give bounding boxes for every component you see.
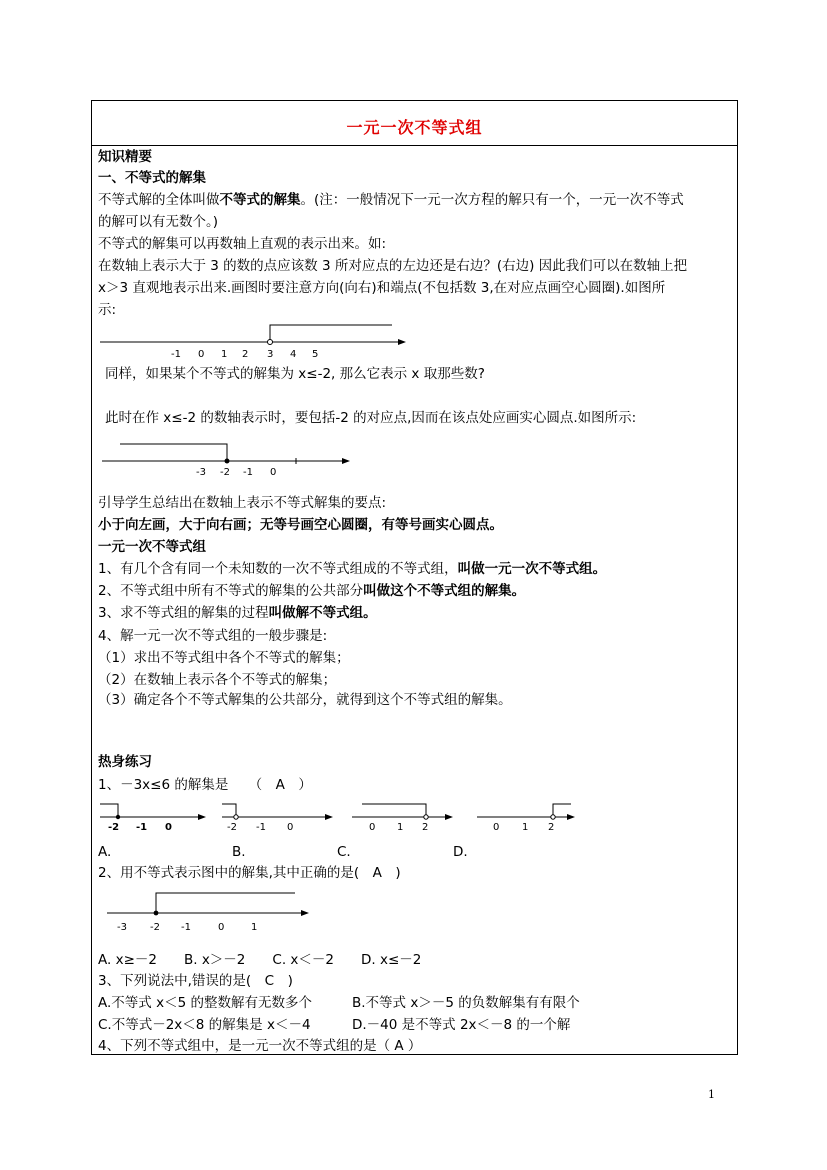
tick-label: 2	[422, 822, 429, 833]
tick-label: 1	[522, 822, 529, 833]
option-label-d: D.	[453, 844, 468, 860]
tick-label: 1	[397, 822, 404, 833]
page-title: 一元一次不等式组	[346, 118, 483, 137]
question-3-option-d: D.－40 是不等式 2x＜－8 的一个解	[352, 1017, 571, 1033]
section-heading: 热身练习	[98, 754, 152, 770]
option-label-c: C.	[337, 844, 351, 860]
tick-label: 0	[165, 822, 172, 833]
subsection-heading: 一、不等式的解集	[98, 170, 206, 186]
tick-label: -1	[171, 349, 181, 360]
text-line: （2）在数轴上表示各个不等式的解集；	[98, 672, 337, 688]
tick-label: 0	[270, 467, 277, 478]
question-3: 3、下列说法中,错误的是( C )	[98, 973, 293, 989]
text-line: 的解可以有无数个。)	[98, 214, 219, 230]
text-line: 同样，如果某个不等式的解集为 x≤-2, 那么它表示 x 取那些数?	[105, 366, 485, 382]
title-row	[92, 101, 737, 146]
text-line: x＞3 直观地表示出来.画图时要注意方向(向右)和端点(不包括数 3,在对应点画空心圆圈).如图所	[98, 280, 666, 296]
q1-option-b-line	[220, 800, 340, 838]
tick-label: -2	[150, 922, 160, 933]
text-line: 小于向左画，大于向右画；无等号画空心圆圈，有等号画实心圆点。	[98, 517, 503, 533]
tick-label: 2	[548, 822, 555, 833]
text-line: 2、不等式组中所有不等式的解集的公共部分叫做这个不等式组的解集。	[98, 583, 526, 599]
question-2: 2、用不等式表示图中的解集,其中正确的是( A )	[98, 865, 401, 881]
text-line: 不等式解的全体叫做不等式的解集。(注：一般情况下一元一次方程的解只有一个，一元一次不等式	[98, 192, 684, 208]
q1-option-d-line	[475, 800, 585, 838]
option-label-a: A.	[98, 844, 112, 860]
question-4: 4、下列不等式组中，是一元一次不等式组的是（ A ）	[98, 1038, 422, 1054]
tick-label: 0	[493, 822, 500, 833]
text-line: 此时在作 x≤-2 的数轴表示时，要包括-2 的对应点,因而在该点处应画实心圆点.如图所示:	[105, 410, 637, 426]
tick-label: -1	[256, 822, 266, 833]
section-heading: 知识精要	[98, 149, 152, 165]
question-3-option-b: B.不等式 x＞－5 的负数解集有有限个	[352, 995, 580, 1011]
question-2-options: A. x≥－2 B. x＞－2 C. x＜－2 D. x≤－2	[98, 952, 422, 968]
tick-label: 2	[242, 349, 249, 360]
text-line: 3、求不等式组的解集的过程叫做解不等式组。	[98, 605, 377, 621]
question-1: 1、－3x≤6 的解集是 （ A ）	[98, 777, 312, 793]
text-line: 4、解一元一次不等式组的一般步骤是:	[98, 628, 328, 644]
tick-label: -2	[227, 822, 237, 833]
text-line: 引导学生总结出在数轴上表示不等式解集的要点:	[98, 495, 387, 511]
text-line: 在数轴上表示大于 3 的数的点应该数 3 所对应点的左边还是右边？(右边) 因此我们可以在数轴上把	[98, 258, 688, 274]
q1-option-a-line	[98, 800, 213, 838]
tick-label: -2	[220, 467, 230, 478]
tick-label: -3	[196, 467, 206, 478]
tick-label: 0	[369, 822, 376, 833]
tick-label: 0	[287, 822, 294, 833]
tick-label: 3	[267, 349, 274, 360]
number-line-x-gt-3	[98, 320, 408, 368]
question-3-option-a: A.不等式 x＜5 的整数解有无数多个	[98, 995, 312, 1011]
tick-label: 0	[218, 922, 225, 933]
text-line: 1、有几个含有同一个未知数的一次不等式组成的不等式组，叫做一元一次不等式组。	[98, 561, 607, 577]
option-label-b: B.	[232, 844, 246, 860]
tick-label: -1	[136, 822, 148, 833]
text-line: 示:	[98, 302, 117, 318]
tick-label: -2	[108, 822, 120, 833]
tick-label: -1	[243, 467, 253, 478]
text-line: 不等式的解集可以再数轴上直观的表示出来。如:	[98, 236, 387, 252]
q2-number-line	[105, 886, 315, 940]
q1-option-c-line	[350, 800, 460, 838]
text-line: （3）确定各个不等式解集的公共部分，就得到这个不等式组的解集。	[98, 692, 512, 708]
tick-label: -1	[181, 922, 191, 933]
question-3-option-c: C.不等式－2x＜8 的解集是 x＜－4	[98, 1017, 311, 1033]
number-line-x-le-neg2	[100, 440, 355, 484]
tick-label: 5	[312, 349, 319, 360]
tick-label: -3	[117, 922, 127, 933]
tick-label: 1	[221, 349, 228, 360]
tick-label: 1	[251, 922, 258, 933]
subsection-heading: 一元一次不等式组	[98, 539, 206, 555]
page-number: 1	[708, 1088, 715, 1101]
text-line: （1）求出不等式组中各个不等式的解集；	[98, 650, 350, 666]
tick-label: 0	[198, 349, 205, 360]
tick-label: 4	[290, 349, 297, 360]
